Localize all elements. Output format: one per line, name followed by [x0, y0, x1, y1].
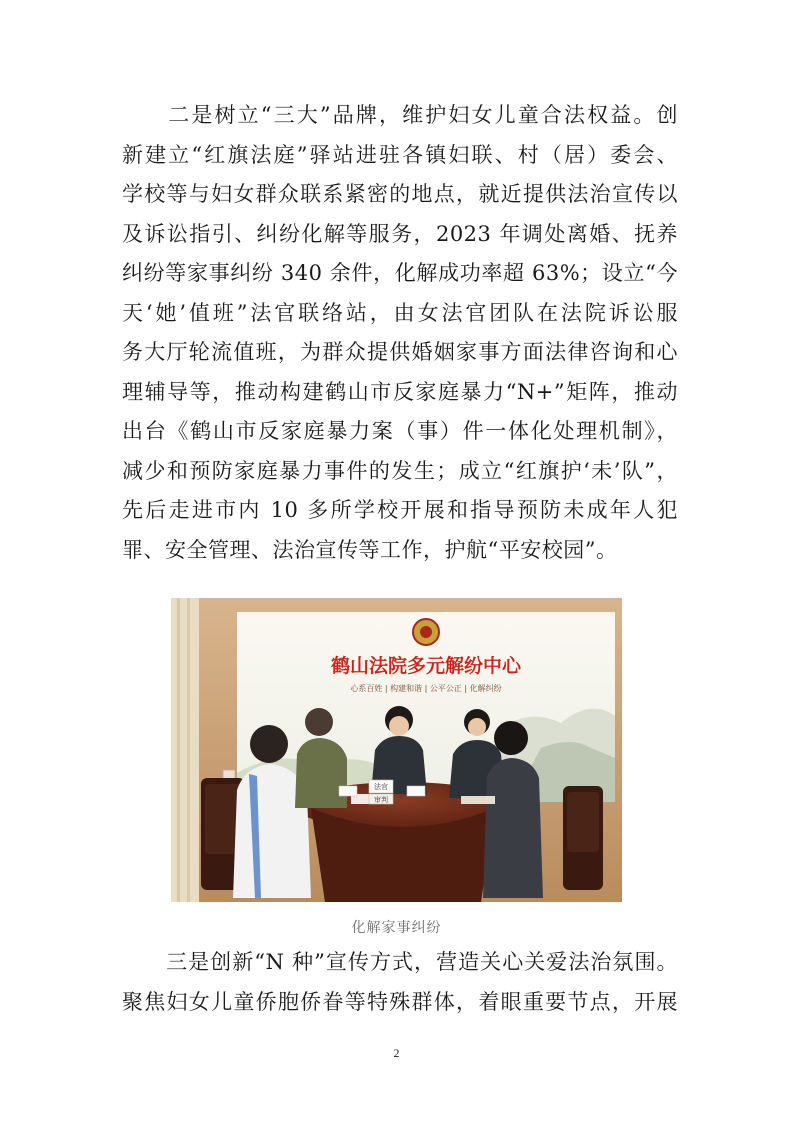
page-number: 2 — [393, 1046, 400, 1060]
paragraph-line: 先后走进市内 10 多所学校开展和指导预防未成年人犯 — [122, 498, 678, 522]
board-title: 鹤山法院多元解纷中心 — [330, 655, 522, 677]
paragraph-line: 天‘她’值班”法官联络站，由女法官团队在法院诉讼服 — [122, 300, 678, 325]
paragraph-line: 学校等与妇女群众联系紧密的地点，就近提供法治宣传以 — [122, 182, 678, 206]
paragraph-1 — [122, 96, 678, 570]
tent-card-trial: 审判 — [374, 796, 388, 804]
paragraph-line: 聚焦妇女儿童侨胞侨眷等特殊群体，着眼重要节点，开展 — [122, 989, 678, 1014]
mediation-photo — [171, 598, 622, 902]
paragraph-line: 罪、安全管理、法治宣传等工作，护航“平安校园”。 — [122, 537, 618, 562]
photo-caption: 化解家事纠纷 — [351, 920, 442, 936]
board-subtitle: 心系百姓 | 构建和谐 | 公平公正 | 化解纠纷 — [350, 684, 502, 693]
paragraph-line: 理辅导等，推动构建鹤山市反家庭暴力“N+”矩阵，推动 — [122, 379, 678, 404]
paragraph-line: 务大厅轮流值班，为群众提供婚姻家事方面法律咨询和心 — [122, 340, 678, 364]
paragraph-line: 出台《鹤山市反家庭暴力案（事）件一体化处理机制》， — [122, 419, 678, 443]
tent-card-judge: 法官 — [374, 783, 388, 791]
paragraph-2 — [122, 943, 678, 1022]
paragraph-line: 新建立“红旗法庭”驿站进驻各镇妇联、村（居）委会、 — [122, 142, 678, 167]
paragraph-line: 纠纷等家事纠纷 340 余件，化解成功率超 63%；设立“今 — [122, 261, 678, 285]
paragraph-line: 减少和预防家庭暴力事件的发生；成立“红旗护‘未’队”， — [122, 458, 678, 483]
paragraph-line: 二是树立“三大”品牌，维护妇女儿童合法权益。创 — [122, 103, 678, 127]
photo-illustration — [171, 598, 622, 902]
paragraph-line: 三是创新“N 种”宣传方式，营造关心关爱法治氛围。 — [122, 950, 678, 974]
paragraph-line: 及诉讼指引、纠纷化解等服务，2023 年调处离婚、抚养 — [122, 221, 678, 246]
